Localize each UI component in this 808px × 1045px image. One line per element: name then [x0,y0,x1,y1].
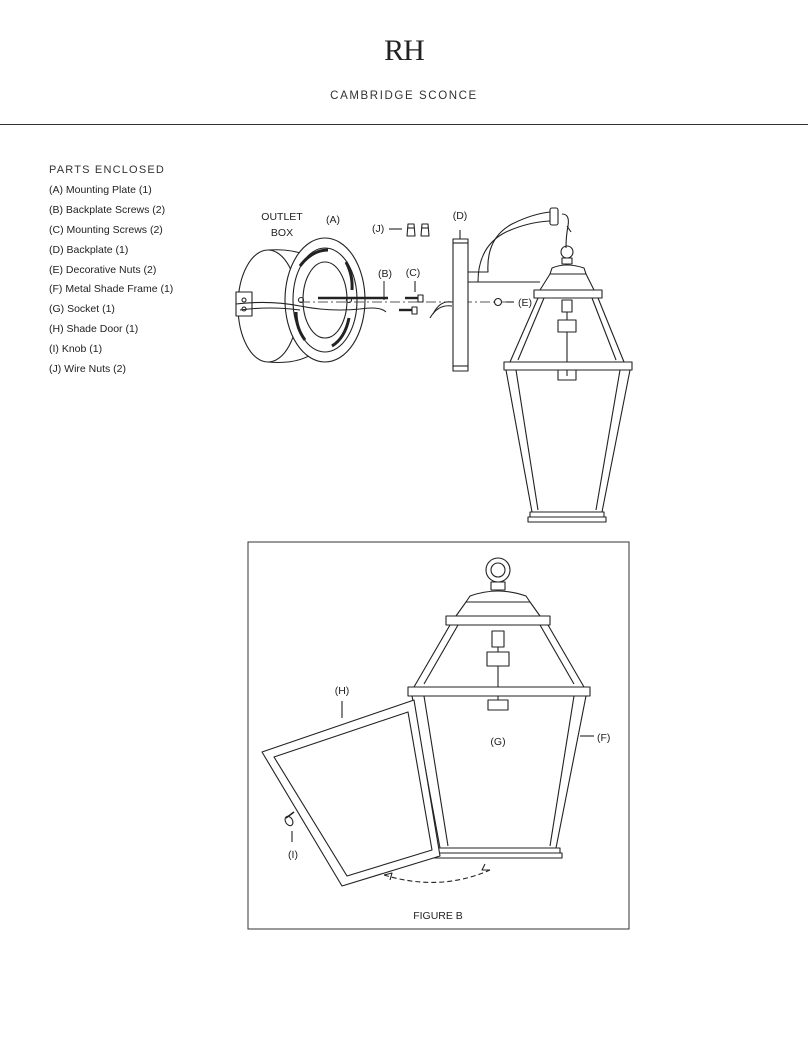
part-item-d: (D) Backplate (1) [49,243,129,256]
label-decorative-nuts: (E) [518,297,532,309]
label-mounting-plate: (A) [326,214,340,226]
brand-logo: RH [384,34,424,67]
part-item-j: (J) Wire Nuts (2) [49,363,126,376]
document-title: CAMBRIDGE SCONCE [330,90,478,102]
label-socket: (G) [490,736,506,748]
mounting-screw-drawing [399,281,423,314]
label-wire-nuts: (J) [372,223,385,235]
parts-heading: PARTS ENCLOSED [49,164,166,176]
label-shade-frame: (F) [597,732,611,744]
part-item-c: (C) Mounting Screws (2) [49,223,163,236]
label-outlet-line2: BOX [270,227,294,239]
label-knob: (I) [288,849,298,861]
label-shade-door: (H) [334,685,350,697]
label-backplate: (D) [452,210,468,222]
figure-b-frame [248,542,629,929]
label-backplate-screws: (B) [378,268,392,280]
figure-b-lantern-drawing [408,558,594,858]
part-item-b: (B) Backplate Screws (2) [49,203,166,216]
decorative-nut-drawing [495,299,502,306]
part-item-i: (I) Knob (1) [49,343,103,356]
figure-a-mounting-diagram [236,208,632,522]
part-item-f: (F) Metal Shade Frame (1) [49,283,174,296]
mounting-plate-drawing [285,238,365,362]
backplate-drawing [453,230,468,371]
figure-b-caption: FIGURE B [413,910,463,922]
wire-nut-drawing [389,224,429,236]
part-item-a: (A) Mounting Plate (1) [49,184,152,196]
label-outlet-line1: OUTLET [261,211,303,223]
part-item-h: (H) Shade Door (1) [49,323,139,336]
label-mounting-screws: (C) [405,267,421,279]
part-item-g: (G) Socket (1) [49,303,115,316]
part-item-e: (E) Decorative Nuts (2) [49,263,157,276]
